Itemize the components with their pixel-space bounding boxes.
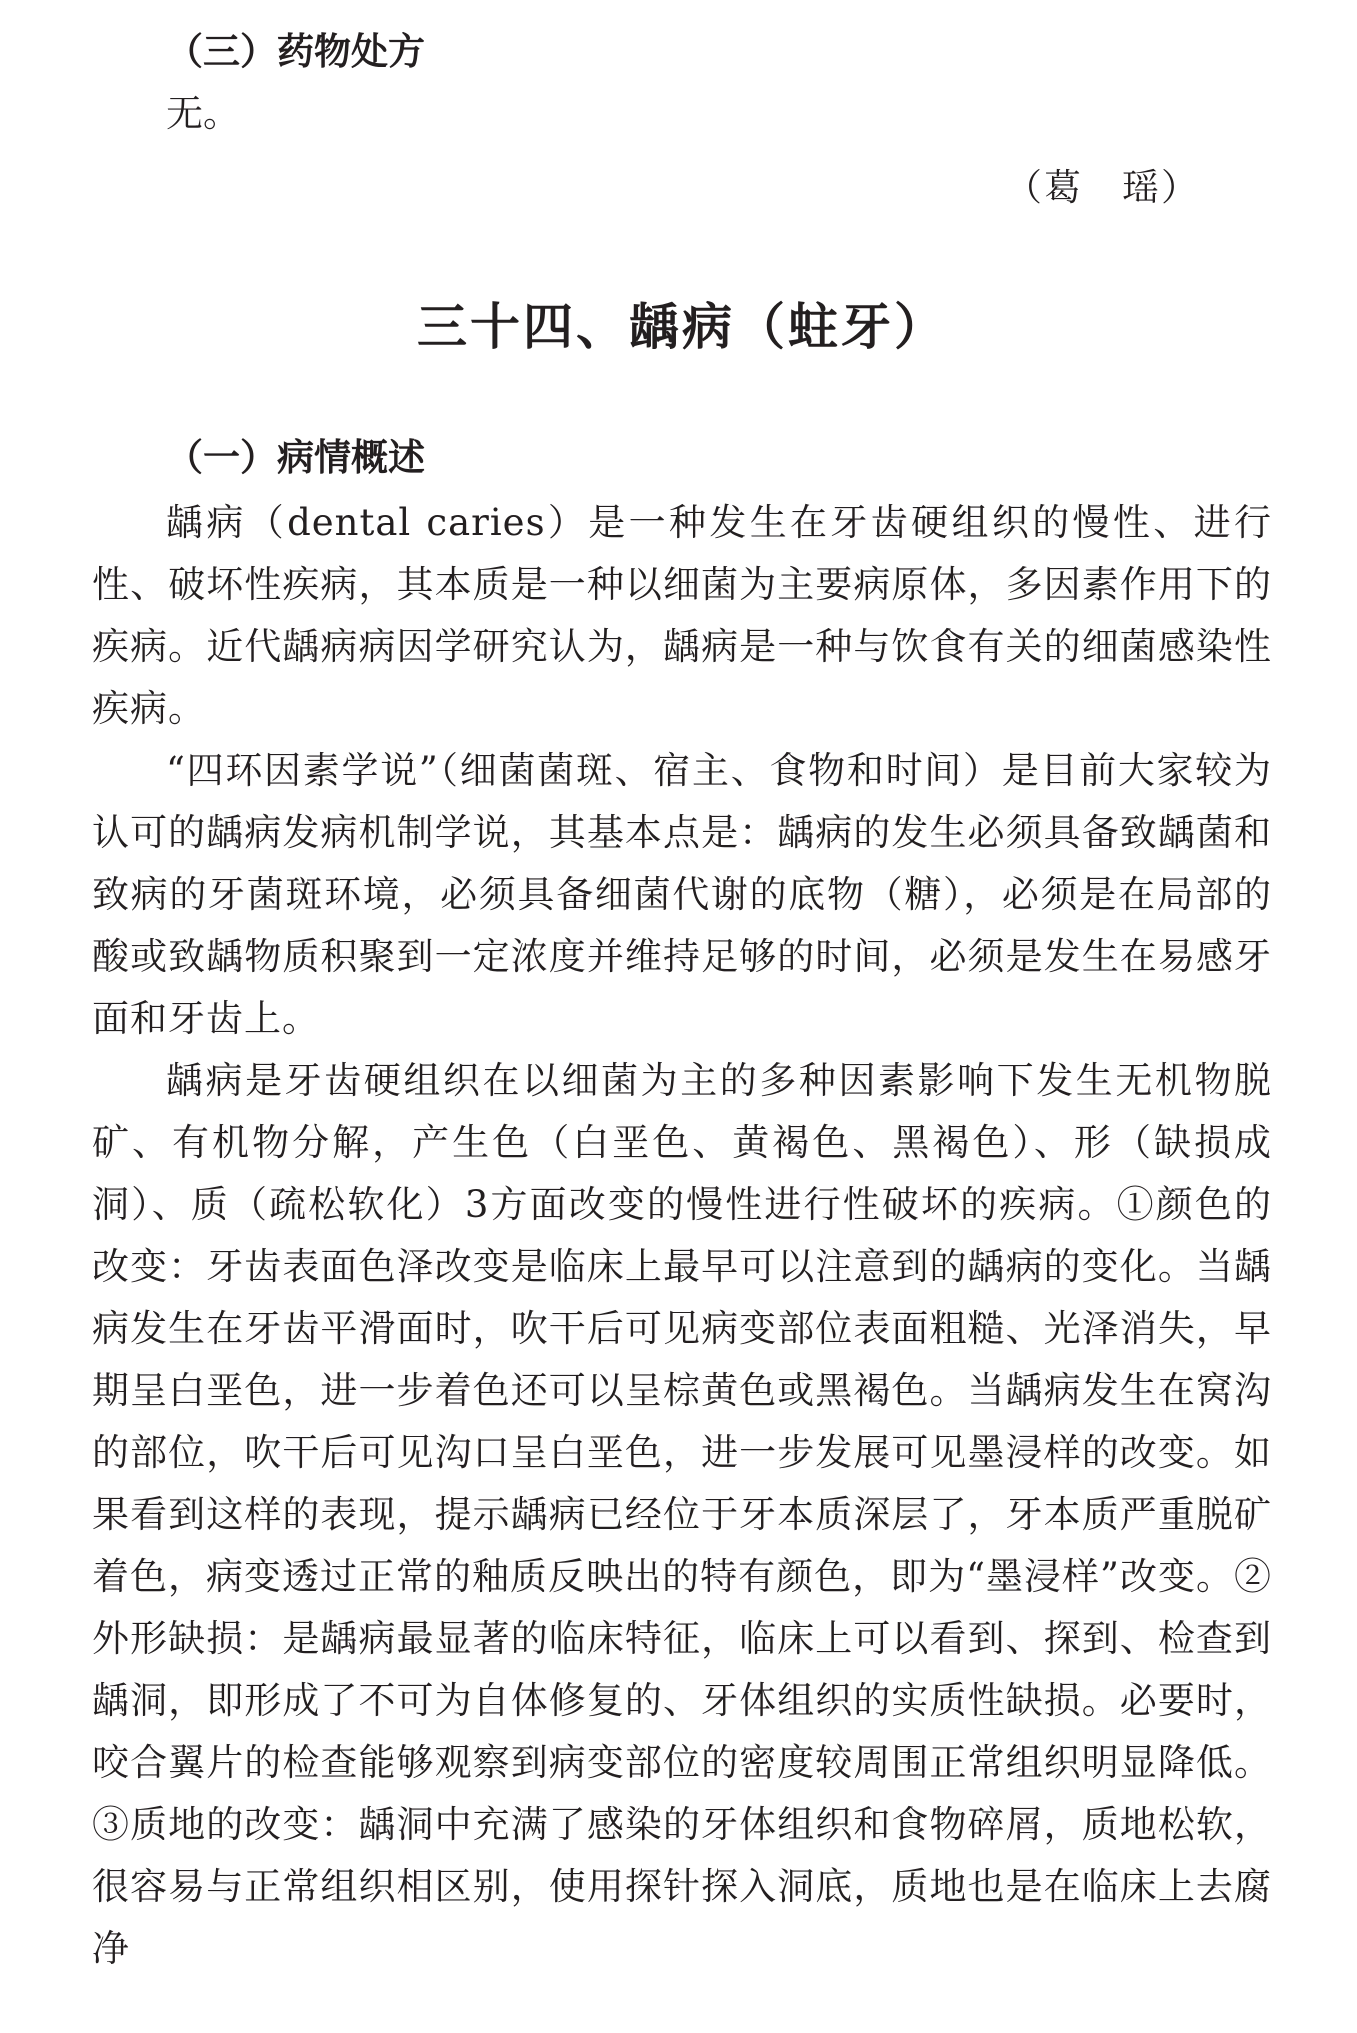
paragraph-four-factor-theory: “四环因素学说”（细菌菌斑、宿主、食物和时间）是目前大家较为认可的龋病发病机制学说，其基本点是：龋病的发生必须具备致龋菌和致病的牙菌斑环境，必须具备细菌代谢的底物（糖），必须是在局部的酸或致龋物质积聚到一定浓度并维持足够的时间，必须是发生在易感牙面和牙齿上。 bbox=[92, 749, 1272, 1040]
paragraph-clinical-features: 龋病是牙齿硬组织在以细菌为主的多种因素影响下发生无机物脱矿、有机物分解，产生色（白垩色、黄褐色、黑褐色）、形（缺损成洞）、质（疏松软化）3方面改变的慢性进行性破坏的疾病。①颜色的改变：牙齿表面色泽改变是临床上最早可以注意到的龋病的变化。当龋病发生在牙齿平滑面时，吹干后可见病变部位表面粗糙、光泽消失，早期呈白垩色，进一步着色还可以呈棕黄色或黑褐色。当龋病发生在窝沟的部位，吹干后可见沟口呈白垩色，进一步发展可见墨浸样的改变。如果看到这样的表现，提示龋病已经位于牙本质深层了，牙本质严重脱矿着色，病变透过正常的釉质反映出的特有颜色，即为“墨浸样”改变。②外形缺损：是龋病最显著的临床特征，临床上可以看到、探到、检查到龋洞，即形成了不可为自体修复的、牙体组织的实质性缺损。必要时，咬合翼片的检查能够观察到病变部位的密度较周围正常组织明显降低。③质地的改变：龋洞中充满了感染的牙体组织和食物碎屑，质地松软，很容易与正常组织相区别，使用探针探入洞底，质地也是在临床上去腐净 bbox=[92, 1059, 1272, 1970]
author-signature: （葛 瑶） bbox=[1005, 166, 1200, 209]
section-heading-prescription: （三）药物处方 bbox=[166, 30, 425, 73]
page-content bbox=[92, 24, 1272, 1980]
paragraph-definition: 龋病（dental caries）是一种发生在牙齿硬组织的慢性、进行性、破坏性疾病，其本质是一种以细菌为主要病原体，多因素作用下的疾病。近代龋病病因学研究认为，龋病是一种与饮食有关的细菌感染性疾病。 bbox=[92, 501, 1272, 730]
prescription-text: 无。 bbox=[166, 92, 240, 135]
chapter-title: 三十四、龋病（蛀牙） bbox=[417, 298, 947, 356]
section-heading-overview: （一）病情概述 bbox=[166, 436, 425, 479]
